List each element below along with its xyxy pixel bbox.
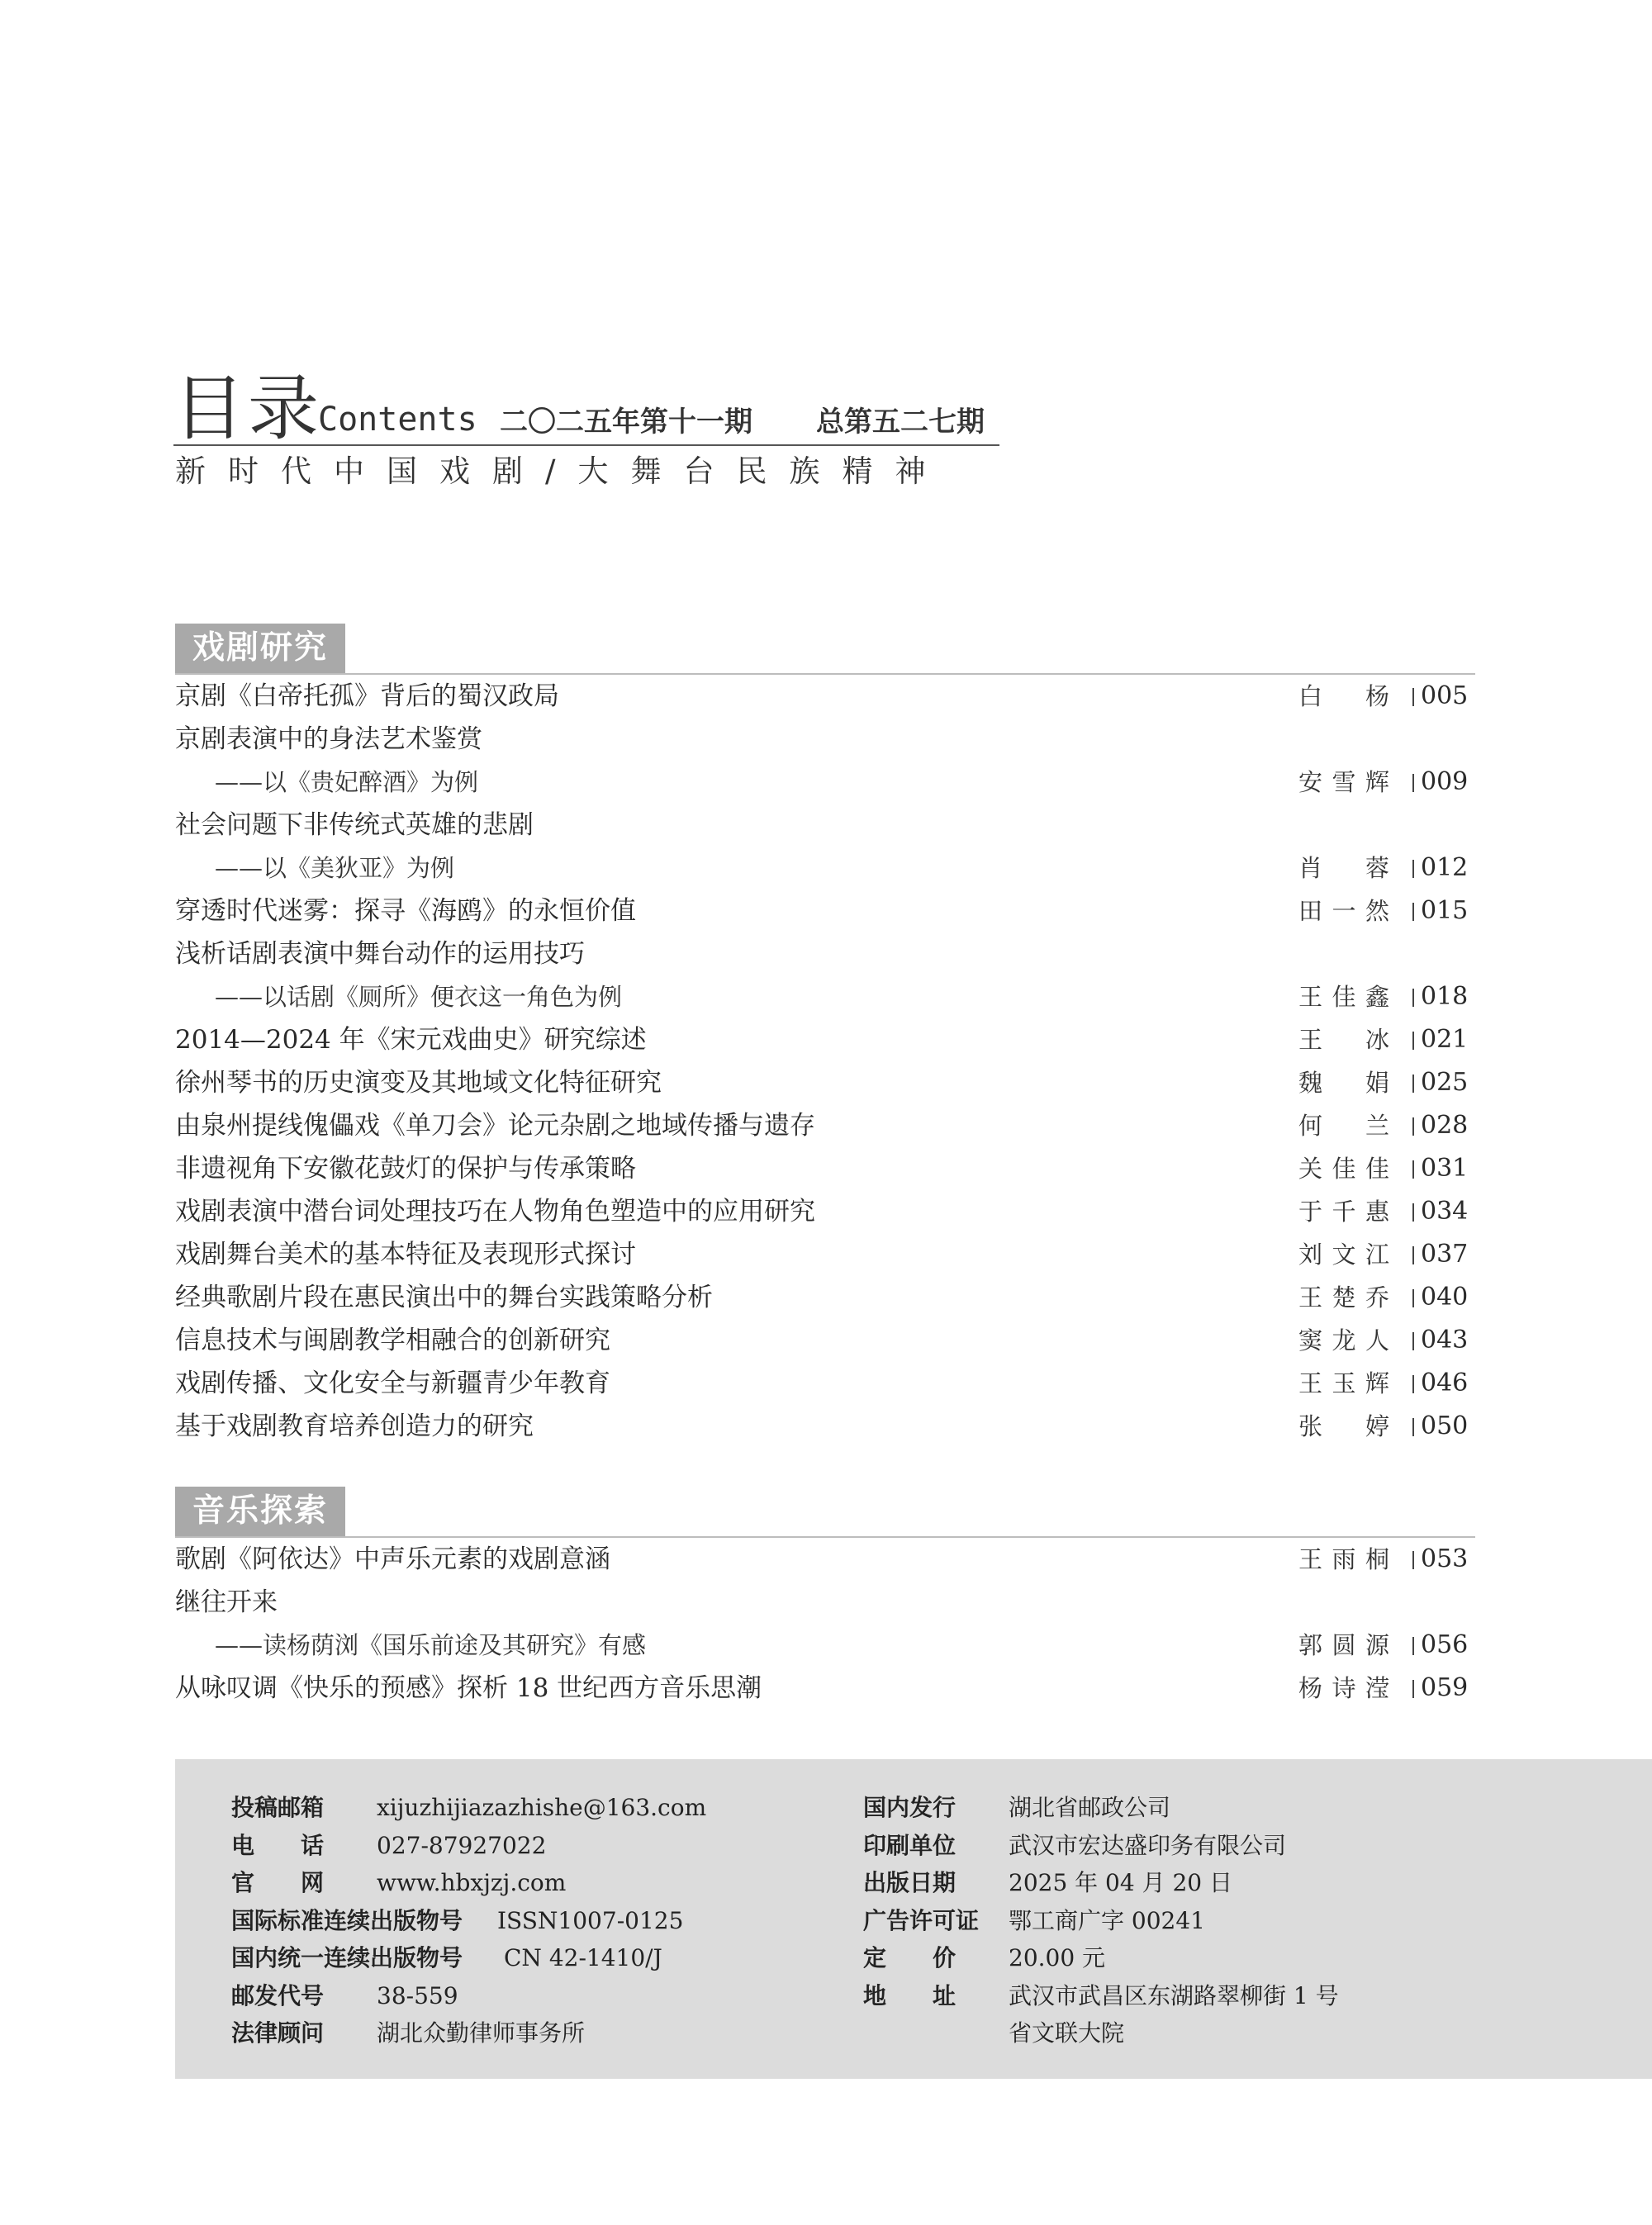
issue-number: 二〇二五年第十一期 (500, 406, 752, 439)
info-value: 省文联大院 (1009, 2019, 1125, 2047)
entry-author: 刘文江 (1298, 1241, 1389, 1269)
entry-page-number: 034 (1421, 1197, 1469, 1226)
info-label: 官网 (231, 1869, 324, 1896)
page-separator (1412, 1637, 1414, 1655)
info-value: 鄂工商广字 00241 (1009, 1906, 1205, 1934)
info-value: 38-559 (377, 1981, 458, 2009)
entry-page-number: 040 (1421, 1283, 1469, 1312)
entry-page-number: 009 (1421, 767, 1469, 796)
section-header (175, 624, 1475, 675)
entry-author: 杨诗滢 (1298, 1674, 1389, 1702)
page-title: 目录 (173, 368, 322, 450)
entry-title: ——以《贵妃醉酒》为例 (215, 768, 479, 796)
entry-title: ——以《美狄亚》为例 (215, 854, 455, 882)
page-separator (1412, 1375, 1414, 1393)
website-link[interactable]: www.hbxjzj.com (377, 1869, 567, 1896)
toc-entry[interactable] (175, 1018, 1475, 1061)
entry-author: 魏娟 (1298, 1069, 1389, 1097)
info-label: 电话 (231, 1831, 324, 1859)
page-separator (1412, 860, 1414, 878)
entry-page-number: 043 (1421, 1326, 1469, 1354)
section-tab: 戏剧研究 (175, 624, 345, 673)
info-label: 邮发代号 (231, 1981, 325, 2009)
info-label: 定价 (863, 1944, 956, 1971)
publication-info-box (175, 1759, 1652, 2079)
entry-title: 信息技术与闽剧教学相融合的创新研究 (175, 1326, 610, 1355)
title-divider (173, 444, 999, 446)
toc-entry[interactable] (175, 932, 1475, 975)
info-label: 广告许可证 (863, 1906, 980, 1934)
toc-entry[interactable] (175, 1362, 1475, 1405)
toc-entry[interactable] (175, 1405, 1475, 1448)
toc-entry[interactable] (175, 804, 1475, 847)
toc-entry[interactable] (175, 1104, 1475, 1147)
email-link[interactable]: xijuzhijiazazhishe@163.com (377, 1794, 707, 1821)
entry-title: 基于戏剧教育培养创造力的研究 (175, 1411, 534, 1441)
info-value: 2025 年 04 月 20 日 (1009, 1869, 1233, 1896)
toc-entry[interactable] (175, 1190, 1475, 1233)
page-separator (1412, 1032, 1414, 1050)
entry-page-number: 028 (1421, 1111, 1469, 1140)
info-label: 法律顾问 (231, 2019, 325, 2047)
entry-title: 经典歌剧片段在惠民演出中的舞台实践策略分析 (175, 1283, 713, 1312)
title-row (173, 368, 999, 450)
toc-entry[interactable] (175, 1319, 1475, 1362)
entry-page-number: 053 (1421, 1544, 1469, 1573)
toc-entries (175, 1538, 1475, 1710)
entry-title: 戏剧舞台美术的基本特征及表现形式探讨 (175, 1240, 636, 1269)
entry-page-number: 059 (1421, 1673, 1469, 1702)
entry-page-number: 046 (1421, 1369, 1469, 1397)
entry-page-number: 018 (1421, 982, 1469, 1011)
entry-page-number: 015 (1421, 896, 1469, 925)
entry-title: 由泉州提线傀儡戏《单刀会》论元杂剧之地域传播与遗存 (175, 1111, 815, 1141)
info-value: 湖北省邮政公司 (1009, 1794, 1171, 1821)
toc-entry[interactable] (175, 718, 1475, 761)
toc-entry[interactable] (175, 675, 1475, 718)
page-separator (1412, 1160, 1414, 1179)
toc-entry[interactable] (175, 1667, 1475, 1710)
toc-entry[interactable] (175, 1276, 1475, 1319)
entry-author: 白杨 (1298, 682, 1389, 710)
entry-author: 关佳佳 (1298, 1155, 1389, 1183)
page-separator (1412, 1551, 1414, 1569)
page-separator (1412, 1203, 1414, 1222)
section-drama-research (175, 624, 1475, 1448)
info-value: 武汉市宏达盛印务有限公司 (1009, 1831, 1287, 1859)
entry-author: 王玉辉 (1298, 1369, 1389, 1397)
toc-entry[interactable] (175, 1061, 1475, 1104)
page-separator (1412, 903, 1414, 921)
entry-author: 郭圆源 (1298, 1631, 1389, 1659)
page-separator (1412, 1117, 1414, 1136)
entry-author: 王楚乔 (1298, 1283, 1389, 1312)
toc-entry[interactable] (175, 975, 1475, 1018)
section-header (175, 1487, 1475, 1538)
entry-title: 京剧《白帝托孤》背后的蜀汉政局 (175, 681, 559, 711)
page-separator (1412, 1680, 1414, 1698)
entry-author: 王雨桐 (1298, 1545, 1389, 1573)
entry-title: 戏剧传播、文化安全与新疆青少年教育 (175, 1369, 610, 1398)
entry-title: ——读杨荫浏《国乐前途及其研究》有感 (215, 1631, 647, 1659)
entry-title: 京剧表演中的身法艺术鉴赏 (175, 724, 482, 754)
toc-entry[interactable] (175, 761, 1475, 804)
toc-entry[interactable] (175, 890, 1475, 932)
entry-page-number: 050 (1421, 1411, 1469, 1440)
section-music-exploration (175, 1487, 1475, 1710)
info-value: 20.00 元 (1009, 1944, 1106, 1971)
entry-author: 肖蓉 (1298, 854, 1389, 882)
info-label: 出版日期 (863, 1869, 957, 1896)
entry-title: 歌剧《阿依达》中声乐元素的戏剧意涵 (175, 1544, 610, 1574)
total-issue-number: 总第五二七期 (816, 406, 985, 439)
page-separator (1412, 1289, 1414, 1307)
entry-author: 安雪辉 (1298, 768, 1389, 796)
toc-entry[interactable] (175, 1538, 1475, 1581)
entry-page-number: 025 (1421, 1068, 1469, 1097)
entry-author: 于千惠 (1298, 1198, 1389, 1226)
info-value: CN 42-1410/J (504, 1944, 662, 1971)
toc-entry[interactable] (175, 1233, 1475, 1276)
info-label: 国内统一连续出版物号 (231, 1944, 463, 1971)
page-title-en: Contents (318, 401, 477, 439)
entry-author: 张婷 (1298, 1412, 1389, 1440)
entry-title: 非遗视角下安徽花鼓灯的保护与传承策略 (175, 1154, 636, 1184)
toc-header (173, 368, 999, 489)
info-value: 027-87927022 (377, 1831, 547, 1859)
entry-title: 戏剧表演中潜台词处理技巧在人物角色塑造中的应用研究 (175, 1197, 815, 1226)
entry-page-number: 005 (1421, 681, 1469, 710)
entry-page-number: 037 (1421, 1240, 1469, 1269)
info-label: 投稿邮箱 (231, 1794, 325, 1821)
info-value: ISSN1007-0125 (497, 1906, 684, 1934)
page-separator (1412, 1332, 1414, 1350)
info-value: 武汉市武昌区东湖路翠柳街 1 号 (1009, 1981, 1339, 2009)
entry-author: 王冰 (1298, 1026, 1389, 1054)
info-value: 湖北众勤律师事务所 (377, 2019, 586, 2047)
section-tab: 音乐探索 (175, 1487, 345, 1536)
entry-author: 窦龙人 (1298, 1326, 1389, 1354)
info-label: 印刷单位 (863, 1831, 957, 1859)
page-separator (1412, 774, 1414, 792)
info-label: 国内发行 (863, 1794, 957, 1821)
page-separator (1412, 1246, 1414, 1264)
page-separator (1412, 989, 1414, 1007)
page-separator (1412, 1418, 1414, 1436)
entry-title: 从咏叹调《快乐的预感》探析 18 世纪西方音乐思潮 (175, 1673, 762, 1703)
entry-author: 何兰 (1298, 1112, 1389, 1140)
toc-entries (175, 675, 1475, 1448)
entry-title: 穿透时代迷雾：探寻《海鸥》的永恒价值 (175, 896, 636, 926)
entry-title: 社会问题下非传统式英雄的悲剧 (175, 810, 534, 840)
entry-page-number: 056 (1421, 1630, 1469, 1659)
toc-entry[interactable] (175, 1581, 1475, 1624)
entry-author: 王佳鑫 (1298, 983, 1389, 1011)
toc-entry[interactable] (175, 847, 1475, 890)
info-label: 国际标准连续出版物号 (231, 1906, 463, 1934)
toc-entry[interactable] (175, 1624, 1475, 1667)
journal-slogan: 新时代中国戏剧/大舞台民族精神 (175, 453, 948, 489)
toc-entry[interactable] (175, 1147, 1475, 1190)
entry-page-number: 021 (1421, 1025, 1469, 1054)
page-separator (1412, 1075, 1414, 1093)
entry-page-number: 031 (1421, 1154, 1469, 1183)
entry-title: 浅析话剧表演中舞台动作的运用技巧 (175, 939, 585, 969)
entry-title: 2014—2024 年《宋元戏曲史》研究综述 (175, 1025, 647, 1055)
info-label: 地址 (863, 1981, 956, 2009)
entry-author: 田一然 (1298, 897, 1389, 925)
entry-title: ——以话剧《厕所》便衣这一角色为例 (215, 983, 623, 1011)
entry-title: 继往开来 (175, 1587, 278, 1617)
entry-page-number: 012 (1421, 853, 1469, 882)
page-separator (1412, 688, 1414, 706)
entry-title: 徐州琴书的历史演变及其地域文化特征研究 (175, 1068, 662, 1098)
